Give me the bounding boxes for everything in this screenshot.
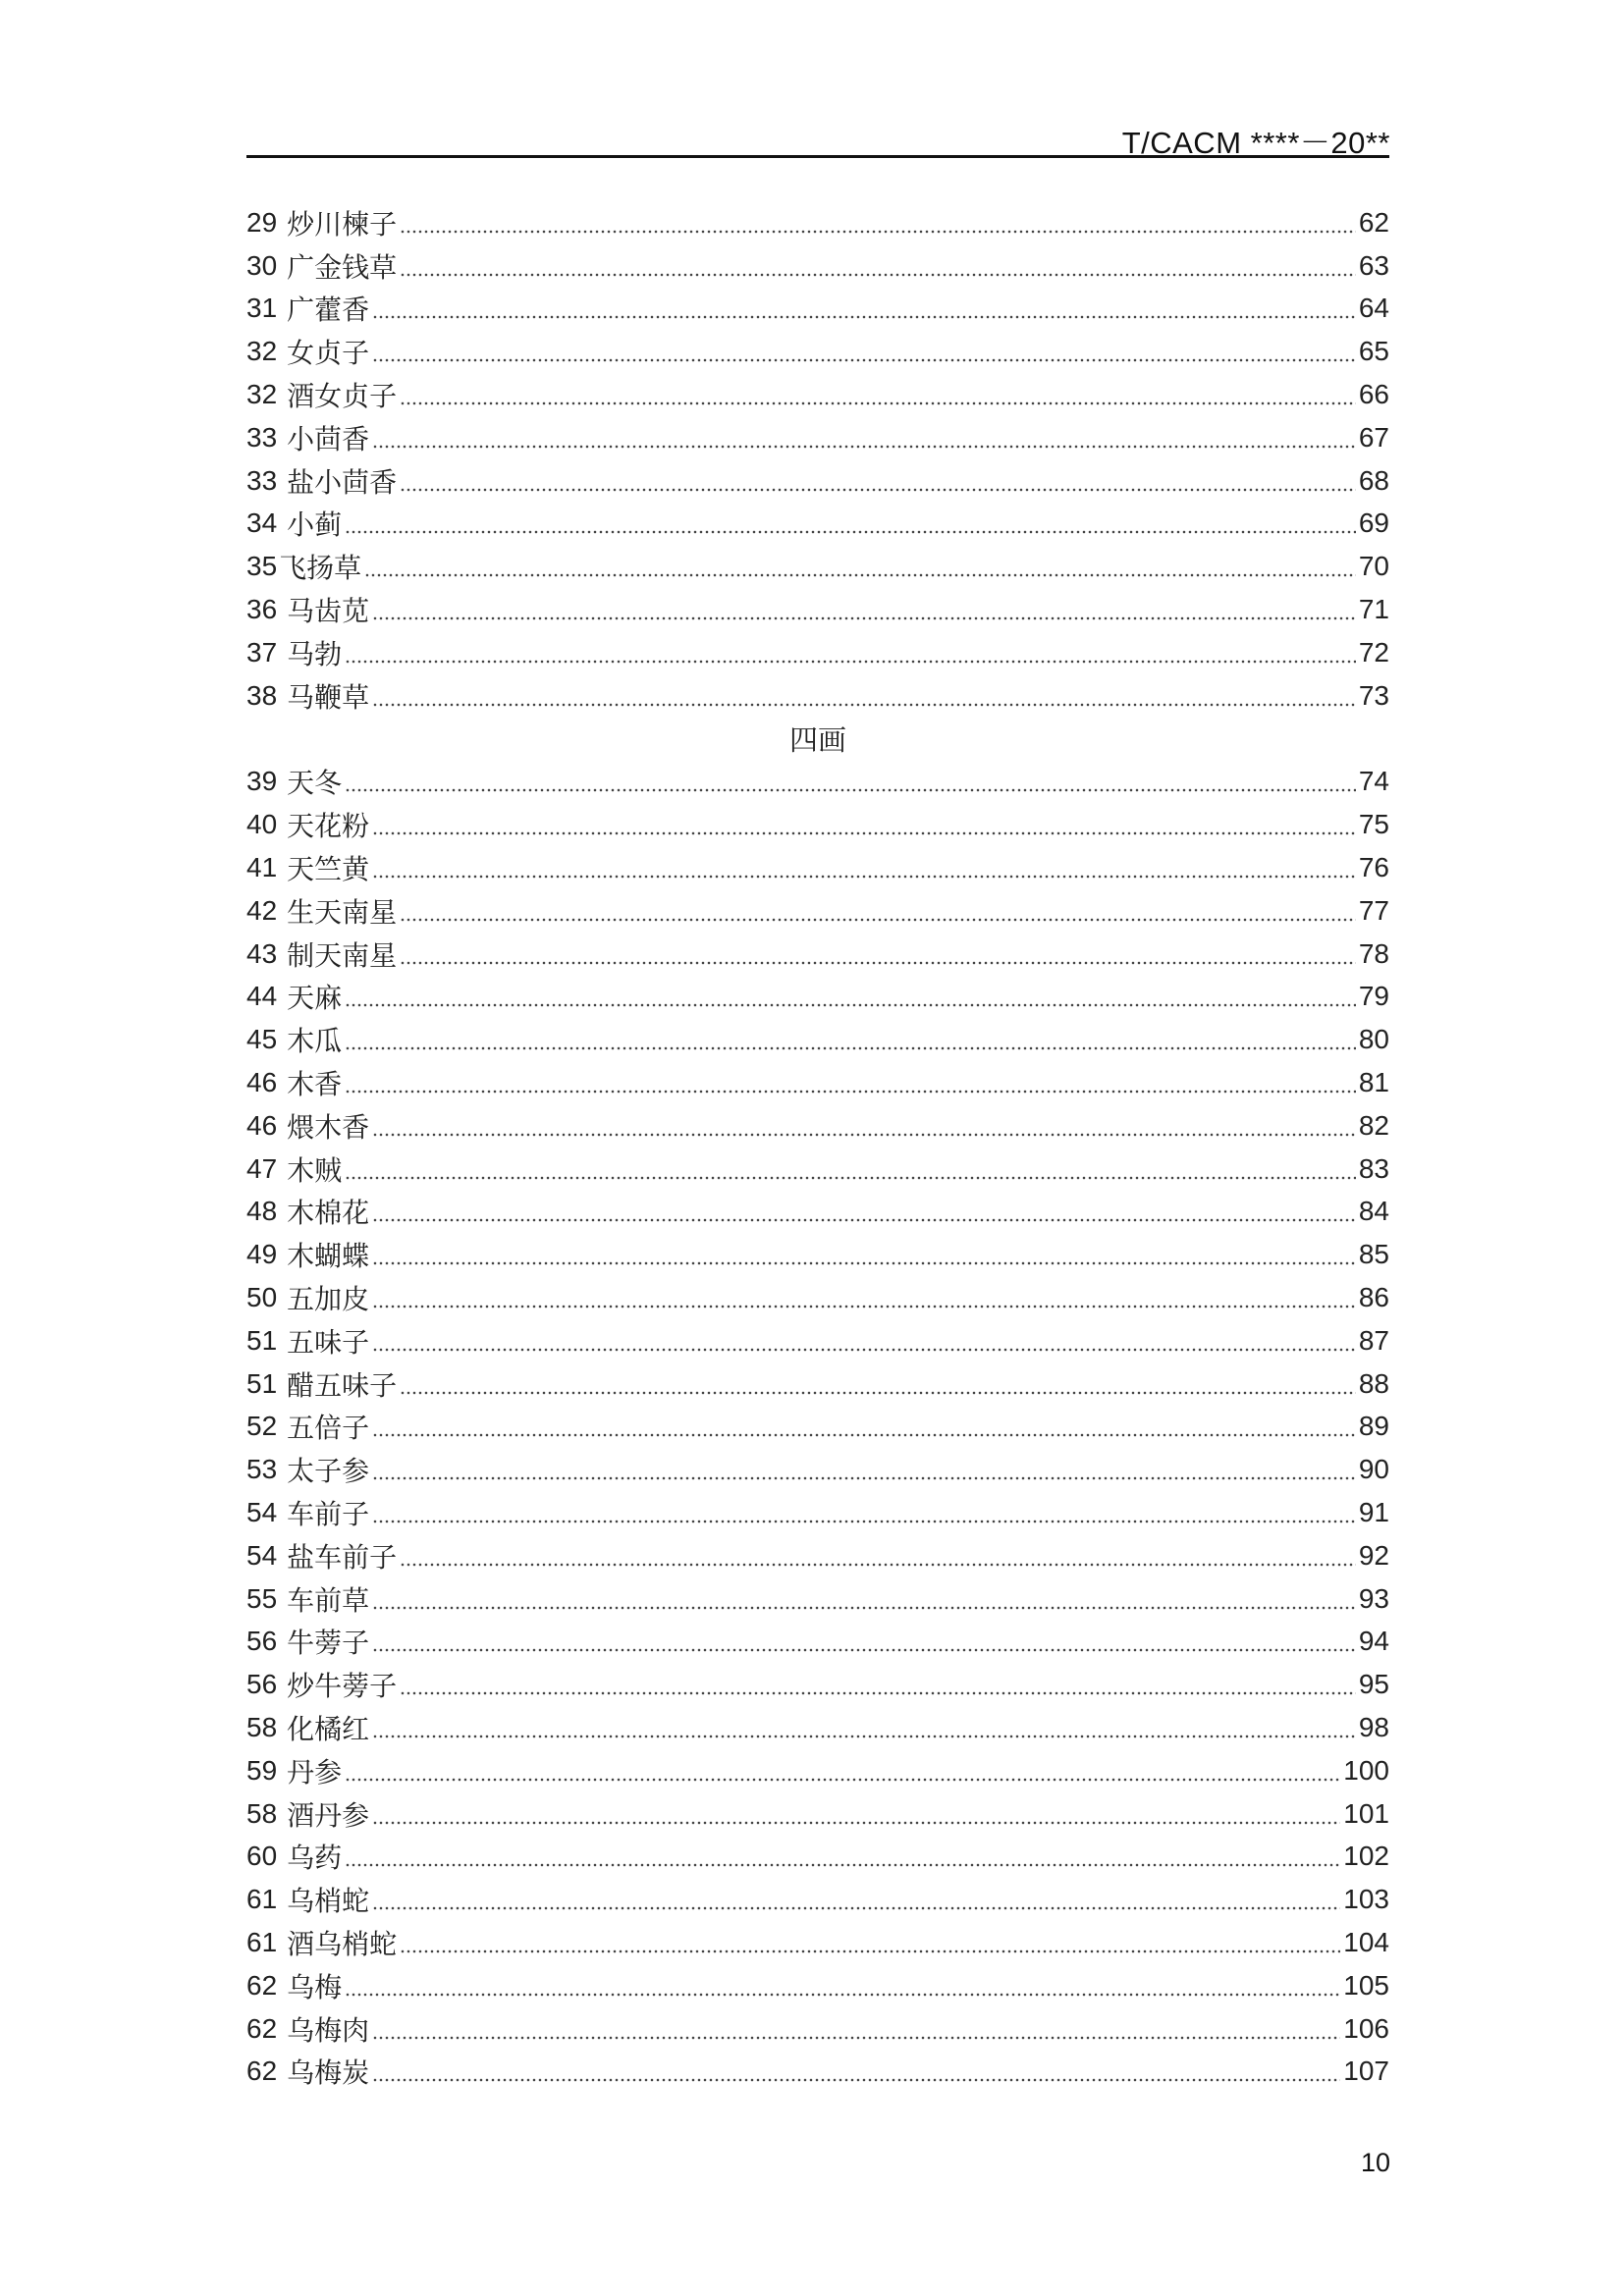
dot-leader — [400, 381, 1356, 408]
toc-entry-number: 62 — [246, 2056, 278, 2087]
toc-entry-page: 92 — [1358, 1539, 1389, 1571]
toc-entry-number: 50 — [246, 1282, 278, 1313]
toc-entry-number: 37 — [246, 636, 278, 667]
toc-entry-number: 56 — [246, 1669, 278, 1700]
dot-leader — [372, 1886, 1340, 1913]
toc-entry-title: 木香 — [287, 1068, 343, 1101]
toc-entry-page: 78 — [1358, 937, 1389, 969]
toc-entry-number: 56 — [246, 1626, 278, 1657]
dot-leader — [345, 1155, 1356, 1183]
toc-entry-number: 60 — [246, 1841, 278, 1872]
page-number: 10 — [1360, 2148, 1390, 2177]
toc-entry-page: 102 — [1343, 1841, 1389, 1872]
toc-entry[interactable] — [246, 503, 1389, 546]
toc-entry[interactable] — [246, 545, 1389, 588]
toc-entry-page: 82 — [1358, 1109, 1389, 1141]
dot-leader — [372, 811, 1356, 838]
toc-entry[interactable] — [246, 330, 1389, 373]
dot-leader — [372, 2015, 1340, 2043]
dot-leader — [400, 252, 1356, 280]
toc-entry-number: 46 — [246, 1067, 278, 1098]
toc-entry[interactable] — [246, 1534, 1389, 1577]
toc-entry-title: 酒女贞子 — [287, 380, 398, 413]
toc-entry[interactable] — [246, 761, 1389, 804]
toc-entry-page: 106 — [1343, 2012, 1389, 2044]
dot-leader — [372, 1714, 1356, 1741]
toc-entry-number: 61 — [246, 1926, 278, 1957]
toc-entry-page: 77 — [1358, 894, 1389, 926]
toc-entry-title: 木瓜 — [287, 1025, 343, 1058]
toc-entry-page: 87 — [1358, 1324, 1389, 1356]
toc-entry-title: 五倍子 — [287, 1412, 370, 1445]
toc-entry-title: 盐小茴香 — [287, 465, 398, 499]
dot-leader — [372, 1198, 1356, 1225]
toc-entry-number: 49 — [246, 1239, 278, 1270]
toc-entry-number: 33 — [246, 464, 278, 496]
toc-entry-title: 炒川楝子 — [287, 207, 398, 240]
toc-entry-title: 盐车前子 — [287, 1540, 398, 1574]
toc-entry-page: 76 — [1358, 852, 1389, 883]
toc-entry-title: 小茴香 — [287, 422, 370, 455]
toc-entry-title: 车前子 — [287, 1498, 370, 1530]
toc-entry[interactable] — [246, 201, 1389, 244]
toc-entry[interactable] — [246, 889, 1389, 933]
dot-leader — [345, 509, 1356, 537]
toc-entry-page: 101 — [1343, 1797, 1389, 1829]
toc-entry-number: 45 — [246, 1024, 278, 1055]
dot-leader — [345, 1026, 1356, 1053]
toc-entry[interactable] — [246, 588, 1389, 631]
toc-entry-page: 67 — [1358, 421, 1389, 453]
toc-entry-title: 木棉花 — [287, 1197, 370, 1230]
toc-entry-page: 69 — [1358, 507, 1389, 539]
toc-entry-title: 天冬 — [287, 767, 343, 800]
dot-leader — [400, 940, 1356, 968]
table-of-contents — [246, 201, 1389, 2093]
dot-leader — [372, 596, 1356, 623]
toc-entry-title: 广藿香 — [287, 294, 370, 327]
dot-leader — [400, 209, 1356, 237]
toc-entry-title: 天竺黄 — [287, 853, 370, 886]
toc-entry-title: 生天南星 — [287, 895, 398, 929]
dot-leader — [345, 639, 1356, 667]
toc-entry-page: 84 — [1358, 1196, 1389, 1227]
toc-entry-page: 89 — [1358, 1411, 1389, 1442]
toc-entry-title: 丹参 — [287, 1755, 343, 1789]
toc-entry-number: 51 — [246, 1324, 278, 1356]
toc-entry[interactable] — [246, 1233, 1389, 1276]
toc-entry-page: 103 — [1343, 1884, 1389, 1915]
toc-entry-page: 98 — [1358, 1711, 1389, 1742]
toc-entry-page: 88 — [1358, 1367, 1389, 1399]
dot-leader — [372, 1456, 1356, 1483]
toc-entry[interactable] — [246, 1018, 1389, 1061]
toc-entry-page: 66 — [1358, 379, 1389, 410]
toc-entry-title: 乌梅 — [287, 1970, 343, 2003]
toc-entry-number: 32 — [246, 336, 278, 367]
toc-entry[interactable] — [246, 244, 1389, 288]
toc-entry-page: 62 — [1358, 206, 1389, 238]
toc-entry-number: 36 — [246, 594, 278, 625]
toc-entry[interactable] — [246, 1835, 1389, 1878]
toc-entry-title: 马齿苋 — [287, 595, 370, 628]
toc-entry[interactable] — [246, 1061, 1389, 1104]
dot-leader — [372, 1327, 1356, 1355]
toc-entry[interactable] — [246, 288, 1389, 331]
toc-entry-number: 47 — [246, 1152, 278, 1184]
toc-entry[interactable] — [246, 1362, 1389, 1406]
toc-entry-number: 44 — [246, 981, 278, 1012]
toc-entry[interactable] — [246, 459, 1389, 503]
toc-entry-title: 木贼 — [287, 1153, 343, 1187]
toc-entry-title: 马鞭草 — [287, 680, 370, 714]
toc-entry-page: 86 — [1358, 1282, 1389, 1313]
toc-entry-number: 55 — [246, 1582, 278, 1614]
toc-entry-title: 乌药 — [287, 1842, 343, 1875]
header-rule — [246, 155, 1389, 158]
toc-entry-page: 105 — [1343, 1969, 1389, 2001]
toc-entry[interactable] — [246, 674, 1389, 718]
toc-entry-title: 乌梅肉 — [287, 2013, 370, 2047]
toc-entry-title: 牛蒡子 — [287, 1627, 370, 1660]
toc-entry-title: 乌梢蛇 — [287, 1885, 370, 1918]
toc-entry-page: 93 — [1358, 1582, 1389, 1614]
toc-entry[interactable] — [246, 1964, 1389, 2007]
dot-leader — [400, 897, 1356, 925]
toc-entry-page: 79 — [1358, 981, 1389, 1012]
toc-entry-page: 94 — [1358, 1626, 1389, 1657]
dot-leader — [372, 1499, 1356, 1526]
toc-entry-number: 53 — [246, 1454, 278, 1485]
toc-group-after — [246, 761, 1389, 2094]
toc-entry-title: 天麻 — [287, 982, 343, 1015]
dot-leader — [372, 338, 1356, 365]
toc-entry-title: 五加皮 — [287, 1283, 370, 1316]
toc-entry-number: 39 — [246, 766, 278, 797]
toc-entry-number: 30 — [246, 249, 278, 281]
dot-leader — [372, 682, 1356, 710]
toc-entry-page: 74 — [1358, 766, 1389, 797]
dot-leader — [400, 467, 1356, 495]
toc-entry[interactable] — [246, 631, 1389, 674]
toc-entry-number: 52 — [246, 1411, 278, 1442]
toc-entry-page: 81 — [1358, 1067, 1389, 1098]
toc-entry-number: 54 — [246, 1497, 278, 1527]
toc-entry-page: 64 — [1358, 293, 1389, 324]
dot-leader — [372, 1284, 1356, 1311]
toc-entry[interactable] — [246, 416, 1389, 459]
toc-entry[interactable] — [246, 2050, 1389, 2093]
toc-entry[interactable] — [246, 1191, 1389, 1234]
toc-entry-page: 95 — [1358, 1669, 1389, 1700]
toc-entry[interactable] — [246, 1491, 1389, 1534]
toc-entry-title: 飞扬草 — [279, 552, 362, 585]
toc-entry-number: 58 — [246, 1797, 278, 1829]
toc-entry[interactable] — [246, 846, 1389, 889]
toc-entry-number: 29 — [246, 206, 278, 238]
toc-entry-number: 31 — [246, 293, 278, 324]
dot-leader — [400, 1370, 1356, 1398]
toc-entry[interactable] — [246, 1878, 1389, 1921]
toc-entry-number: 42 — [246, 894, 278, 926]
toc-entry-title: 制天南星 — [287, 938, 398, 972]
toc-entry[interactable] — [246, 1749, 1389, 1792]
toc-entry-number: 33 — [246, 421, 278, 453]
toc-entry-page: 83 — [1358, 1152, 1389, 1184]
toc-entry-page: 90 — [1358, 1454, 1389, 1485]
dot-leader — [372, 1800, 1340, 1828]
toc-entry[interactable] — [246, 1406, 1389, 1449]
toc-entry[interactable] — [246, 803, 1389, 846]
dot-leader — [372, 1413, 1356, 1440]
toc-entry-title: 煨木香 — [287, 1110, 370, 1144]
toc-entry[interactable] — [246, 1792, 1389, 1836]
dot-leader — [345, 1757, 1340, 1785]
toc-entry-title: 化橘红 — [287, 1712, 370, 1745]
toc-entry[interactable] — [246, 1448, 1389, 1491]
toc-entry-title: 木蝴蝶 — [287, 1240, 370, 1273]
toc-entry[interactable] — [246, 2007, 1389, 2051]
toc-entry-title: 太子参 — [287, 1455, 370, 1488]
toc-entry[interactable] — [246, 1276, 1389, 1319]
toc-entry-title: 醋五味子 — [287, 1368, 398, 1402]
toc-entry-number: 32 — [246, 379, 278, 410]
dot-leader — [372, 424, 1356, 452]
toc-entry-title: 炒牛蒡子 — [287, 1670, 398, 1703]
toc-entry[interactable] — [246, 1921, 1389, 1964]
toc-entry-page: 65 — [1358, 336, 1389, 367]
toc-entry-number: 51 — [246, 1367, 278, 1399]
toc-entry-title: 女贞子 — [287, 337, 370, 370]
toc-entry-number: 62 — [246, 1969, 278, 2001]
toc-entry-page: 70 — [1358, 551, 1389, 582]
toc-entry-title: 酒丹参 — [287, 1798, 370, 1832]
toc-entry-title: 车前草 — [287, 1583, 370, 1617]
toc-entry-title: 广金钱草 — [287, 250, 398, 284]
dot-leader — [372, 2057, 1340, 2085]
toc-entry[interactable] — [246, 1706, 1389, 1749]
toc-entry-page: 72 — [1358, 636, 1389, 667]
toc-entry[interactable] — [246, 373, 1389, 416]
dot-leader — [372, 294, 1356, 322]
dot-leader — [372, 1112, 1356, 1140]
toc-entry-number: 34 — [246, 507, 278, 539]
toc-entry-number: 48 — [246, 1196, 278, 1227]
toc-entry-page: 71 — [1358, 594, 1389, 625]
toc-entry[interactable] — [246, 1148, 1389, 1191]
toc-entry-page: 73 — [1358, 679, 1389, 711]
dot-leader — [372, 854, 1356, 881]
toc-entry-page: 80 — [1358, 1024, 1389, 1055]
toc-entry[interactable] — [246, 1577, 1389, 1621]
toc-entry-number: 41 — [246, 852, 278, 883]
toc-entry-page: 91 — [1358, 1497, 1389, 1527]
toc-entry-number: 35 — [246, 551, 278, 582]
toc-entry-page: 75 — [1358, 809, 1389, 840]
toc-entry-title: 天花粉 — [287, 810, 370, 843]
toc-entry-page: 85 — [1358, 1239, 1389, 1270]
dot-leader — [400, 1671, 1356, 1698]
dot-leader — [345, 768, 1356, 795]
dot-leader — [345, 1842, 1340, 1870]
toc-entry-number: 59 — [246, 1754, 278, 1786]
section-heading: 四画 — [788, 723, 846, 758]
toc-entry[interactable] — [246, 1663, 1389, 1706]
toc-entry[interactable] — [246, 1621, 1389, 1664]
dot-leader — [372, 1628, 1356, 1655]
toc-entry-title: 马勃 — [287, 637, 343, 670]
toc-entry[interactable] — [246, 933, 1389, 976]
toc-entry-page: 68 — [1358, 464, 1389, 496]
dot-leader — [400, 1929, 1340, 1956]
dot-leader — [372, 1241, 1356, 1268]
toc-entry-number: 46 — [246, 1109, 278, 1141]
dot-leader — [372, 1585, 1356, 1613]
dot-leader — [345, 983, 1356, 1010]
toc-entry[interactable] — [246, 1104, 1389, 1148]
toc-entry-title: 乌梅炭 — [287, 2056, 370, 2090]
dot-leader — [345, 1972, 1340, 2000]
toc-entry-number: 62 — [246, 2012, 278, 2044]
toc-entry-number: 40 — [246, 809, 278, 840]
toc-entry[interactable] — [246, 976, 1389, 1019]
toc-entry-number: 54 — [246, 1539, 278, 1571]
dot-leader — [345, 1069, 1356, 1096]
toc-entry-number: 58 — [246, 1711, 278, 1742]
toc-entry[interactable] — [246, 1319, 1389, 1362]
standard-code: T/CACM ****－20** — [1121, 126, 1390, 160]
toc-entry-page: 100 — [1343, 1754, 1389, 1786]
toc-entry-number: 61 — [246, 1884, 278, 1915]
toc-group-before — [246, 201, 1389, 718]
dot-leader — [364, 553, 1356, 580]
toc-entry-page: 107 — [1343, 2056, 1389, 2087]
toc-entry-page: 63 — [1358, 249, 1389, 281]
toc-entry-title: 五味子 — [287, 1325, 370, 1359]
toc-entry-title: 酒乌梢蛇 — [287, 1927, 398, 1960]
toc-entry-title: 小蓟 — [287, 508, 343, 542]
toc-entry-page: 104 — [1343, 1926, 1389, 1957]
toc-entry-number: 43 — [246, 937, 278, 969]
dot-leader — [400, 1542, 1356, 1570]
toc-entry-number: 38 — [246, 679, 278, 711]
